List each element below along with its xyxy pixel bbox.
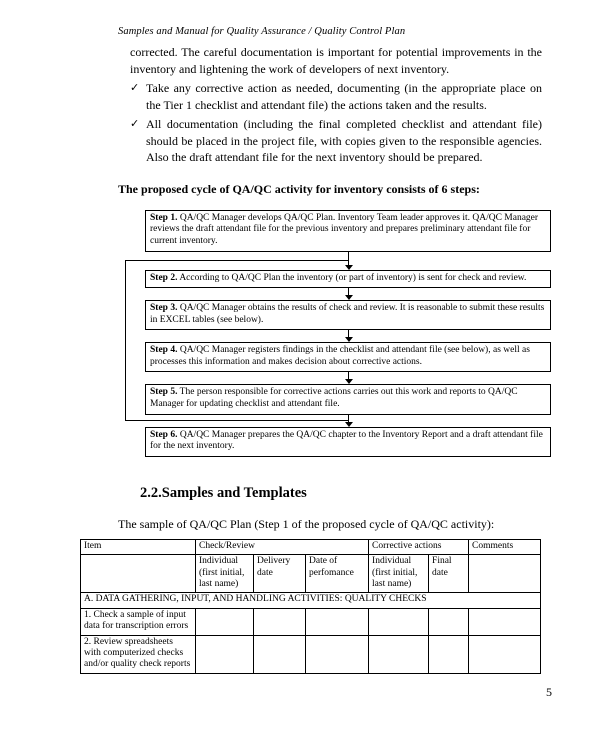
- col-header-comments: Comments: [469, 539, 541, 554]
- subheader-final-date: Final date: [429, 555, 469, 593]
- list-item-text: Take any corrective action as needed, documenting (in the appropriate place on the Tier 1 checklist and attendant file) the actions taken and the results.: [146, 81, 542, 112]
- col-header-item: Item: [81, 539, 196, 554]
- step-label: Step 4.: [150, 345, 178, 356]
- subheader-delivery-date: Delivery date: [254, 555, 306, 593]
- empty-cell: [306, 635, 369, 673]
- empty-cell: [81, 555, 196, 593]
- table-intro-line: The sample of QA/QC Plan (Step 1 of the proposed cycle of QA/QC activity):: [118, 516, 495, 531]
- step-text: QA/QC Manager obtains the results of check and review. It is reasonable to submit these results in EXCEL tables (see below).: [150, 303, 545, 325]
- table-row: [81, 635, 541, 673]
- step-text: QA/QC Manager develops QA/QC Plan. Inventory Team leader approves it. QA/QC Manager reviews the draft attendant file for the previous inventory and prepares preliminary attendant file for current inventory.: [150, 212, 539, 246]
- empty-cell: [469, 608, 541, 635]
- empty-cell: [369, 608, 429, 635]
- col-header-check-review: Check/Review: [196, 539, 369, 554]
- col-header-corrective-actions: Corrective actions: [369, 539, 469, 554]
- empty-cell: [429, 635, 469, 673]
- empty-cell: [429, 608, 469, 635]
- table-section-row: [81, 593, 541, 608]
- flow-connector: [125, 415, 553, 427]
- flow-step-3: [145, 300, 551, 330]
- body-paragraph: corrected. The careful documentation is important for potential improvements in the inventory and lightening the work of developers of next inventory.: [130, 45, 542, 76]
- page-number: 5: [546, 685, 552, 699]
- step-label: Step 2.: [150, 272, 178, 283]
- empty-cell: [254, 635, 306, 673]
- flow-connector: [125, 330, 553, 342]
- table-header-row: [81, 539, 541, 554]
- empty-cell: [469, 635, 541, 673]
- step-label: Step 5.: [150, 387, 178, 398]
- arrow-down-icon: [344, 372, 353, 384]
- arrow-down-icon: [344, 252, 353, 270]
- list-item-text: All documentation (including the final completed checklist and attendant file) should be placed in the project file, with copies given to the responsible agencies. Also the draft attendant file for the next inventory should be prepared.: [146, 117, 542, 165]
- checkmark-icon: ✓: [130, 81, 140, 95]
- table-row: [81, 608, 541, 635]
- flow-step-2: [145, 270, 551, 289]
- checkmark-icon: ✓: [130, 117, 140, 131]
- section-row-label: A. DATA GATHERING, INPUT, AND HANDLING ACTIVITIES: QUALITY CHECKS: [81, 593, 541, 608]
- flow-branch-line: [125, 420, 348, 421]
- flow-connector: [125, 288, 553, 300]
- step-label: Step 3.: [150, 303, 178, 314]
- item-cell: 2. Review spreadsheets with computerized checks and/or quality check reports: [81, 635, 196, 673]
- flow-step-1: [145, 210, 551, 252]
- arrow-down-icon: [344, 288, 353, 300]
- section-heading: 2.2.Samples and Templates: [140, 484, 307, 501]
- flow-connector: [125, 252, 553, 270]
- subheader-date-of-performance: Date of perfomance: [306, 555, 369, 593]
- flow-branch-line: [125, 260, 348, 261]
- flow-loop: [125, 252, 553, 427]
- subheader-individual: Individual (first initial, last name): [196, 555, 254, 593]
- empty-cell: [254, 608, 306, 635]
- empty-cell: [306, 608, 369, 635]
- flow-step-5: [145, 384, 551, 414]
- flow-connector: [125, 372, 553, 384]
- flowchart: [125, 210, 553, 457]
- step-label: Step 6.: [150, 429, 178, 440]
- arrow-down-icon: [344, 330, 353, 342]
- running-header: Samples and Manual for Quality Assurance / Quality Control Plan: [118, 26, 406, 37]
- empty-cell: [196, 635, 254, 673]
- qaqc-plan-table: [80, 539, 541, 674]
- item-cell: 1. Check a sample of input data for transcription errors: [81, 608, 196, 635]
- flow-step-4: [145, 342, 551, 372]
- cycle-heading: The proposed cycle of QA/QC activity for inventory consists of 6 steps:: [118, 181, 480, 196]
- empty-cell: [369, 635, 429, 673]
- empty-cell: [469, 555, 541, 593]
- empty-cell: [196, 608, 254, 635]
- list-item: [130, 80, 542, 113]
- step-text: QA/QC Manager registers findings in the checklist and attendant file (see below), as well as processes this information and makes decision about corrective actions.: [150, 345, 530, 367]
- step-label: Step 1.: [150, 212, 178, 223]
- step-text: QA/QC Manager prepares the QA/QC chapter to the Inventory Report and a draft attendant file for the next inventory.: [150, 429, 543, 452]
- flow-step-6: [145, 427, 551, 457]
- step-text: According to QA/QC Plan the inventory (or part of inventory) is sent for check and review.: [179, 272, 527, 283]
- arrow-down-icon: [344, 415, 353, 427]
- table-subheader-row: [81, 555, 541, 593]
- subheader-individual: Individual (first initial, last name): [369, 555, 429, 593]
- list-item: [130, 116, 542, 166]
- step-text: The person responsible for corrective actions carries out this work and reports to QA/QC Manager for updating checklist and attendant file.: [150, 387, 518, 410]
